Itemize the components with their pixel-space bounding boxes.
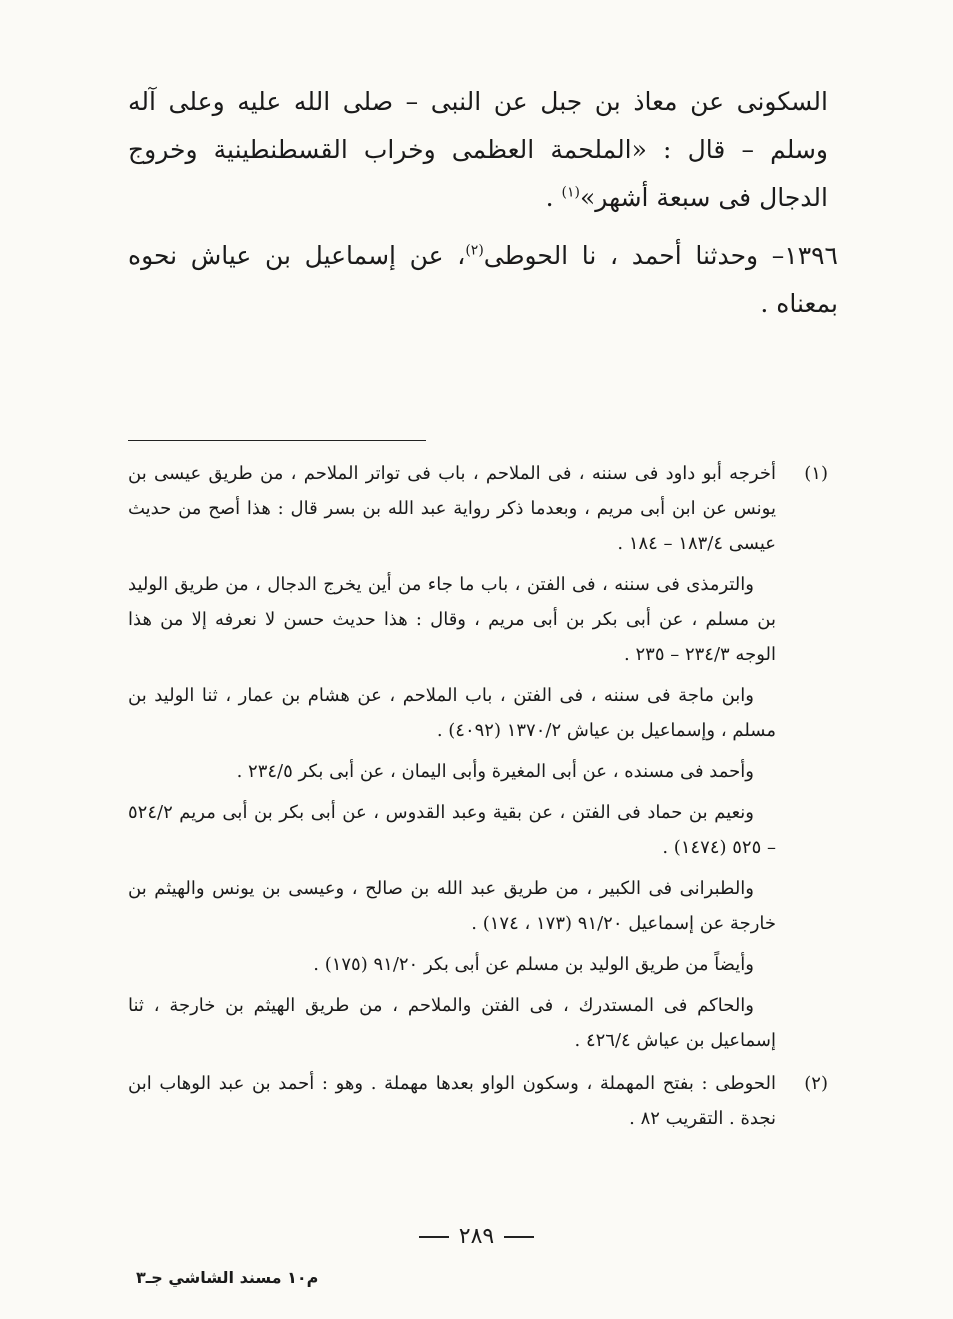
footnote-2	[128, 1066, 828, 1136]
footnote-paragraph: والترمذى فى سننه ، فى الفتن ، باب ما جاء من أين يخرج الدجال ، من طريق الوليد بن مسلم ، عن أبى بكر بن أبى مريم ، وقال : هذا حديث حسن لا نعرفه إلا من هذا الوجه ٢٣٤/٣ – ٢٣٥ .	[128, 574, 776, 665]
signature-mark: م١٠ مسند الشاشي جـ٣	[136, 1268, 319, 1287]
footnote-paragraph: ونعيم بن حماد فى الفتن ، عن بقية وعبد القدوس ، عن أبى بكر بن أبى مريم ٥٢٤/٢ – ٥٢٥ (١٤٧٤) .	[128, 802, 776, 858]
footnote-paragraph: والطبرانى فى الكبير ، من طريق عبد الله بن صالح ، وعيسى بن يونس والهيثم بن خارجة عن إسماعيل ٩١/٢٠ (١٧٣ ، ١٧٤) .	[128, 878, 776, 934]
page-number: ٢٨٩	[0, 1224, 953, 1249]
footnote-separator	[128, 440, 426, 441]
footnote-paragraph: الحوطى : بفتح المهملة ، وسكون الواو بعدها مهملة . وهو : أحمد بن عبد الوهاب ابن نجدة . التقريب ٨٢ .	[128, 1073, 776, 1129]
footnote-paragraph: وابن ماجة فى سننه ، فى الفتن ، باب الملاحم ، عن هشام بن عمار ، ثنا الوليد بن مسلم ، وإسماعيل بن عياش ١٣٧٠/٢ (٤٠٩٢) .	[128, 685, 776, 741]
footnote-ref-1[interactable]: (١)	[561, 184, 580, 201]
main-paragraph: السكونى عن معاذ بن جبل عن النبى – صلى الله عليه وعلى آله وسلم – قال : «الملحمة العظمى وخراب القسطنطينية وخروج الدجال فى سبعة أشهر»$^{(١)}$ .	[128, 87, 828, 212]
footnote-ref-2[interactable]: (٢)	[465, 242, 484, 259]
footnotes	[128, 456, 828, 1144]
footnote-paragraph: أخرجه أبو داود فى سننه ، فى الملاحم ، باب فى تواتر الملاحم ، من طريق عيسى بن يونس عن ابن أبى مريم ، وبعدما ذكر رواية عبد الله بن بسر قال : هذا أصح من حديث عيسى ١٨٣/٤ – ١٨٤ .	[128, 463, 776, 554]
hadith-number: ١٣٩٦–	[771, 241, 838, 270]
footnote-label: (٢)	[804, 1073, 828, 1094]
page-number-dash-left	[504, 1236, 534, 1238]
footnote-label: (١)	[804, 463, 828, 484]
main-text	[128, 78, 838, 328]
footnote-paragraph: وأيضاً من طريق الوليد بن مسلم عن أبى بكر ٩١/٢٠ (١٧٥) .	[313, 954, 754, 975]
hadith-entry: ١٣٩٦– وحدثنا أحمد ، نا الحوطى$^{(٢)}$، عن إسماعيل بن عياش نحوه بمعناه .	[128, 241, 838, 318]
page-number-dash-right	[419, 1236, 449, 1238]
footnote-1	[128, 456, 828, 1058]
footnote-paragraph: وأحمد فى مسنده ، عن أبى المغيرة وأبى اليمان ، عن أبى بكر ٢٣٤/٥ .	[236, 761, 754, 782]
footnote-paragraph: والحاكم فى المستدرك ، فى الفتن والملاحم ، من طريق الهيثم بن خارجة ، ثنا إسماعيل بن عياش ٤٢٦/٤ .	[128, 995, 776, 1051]
